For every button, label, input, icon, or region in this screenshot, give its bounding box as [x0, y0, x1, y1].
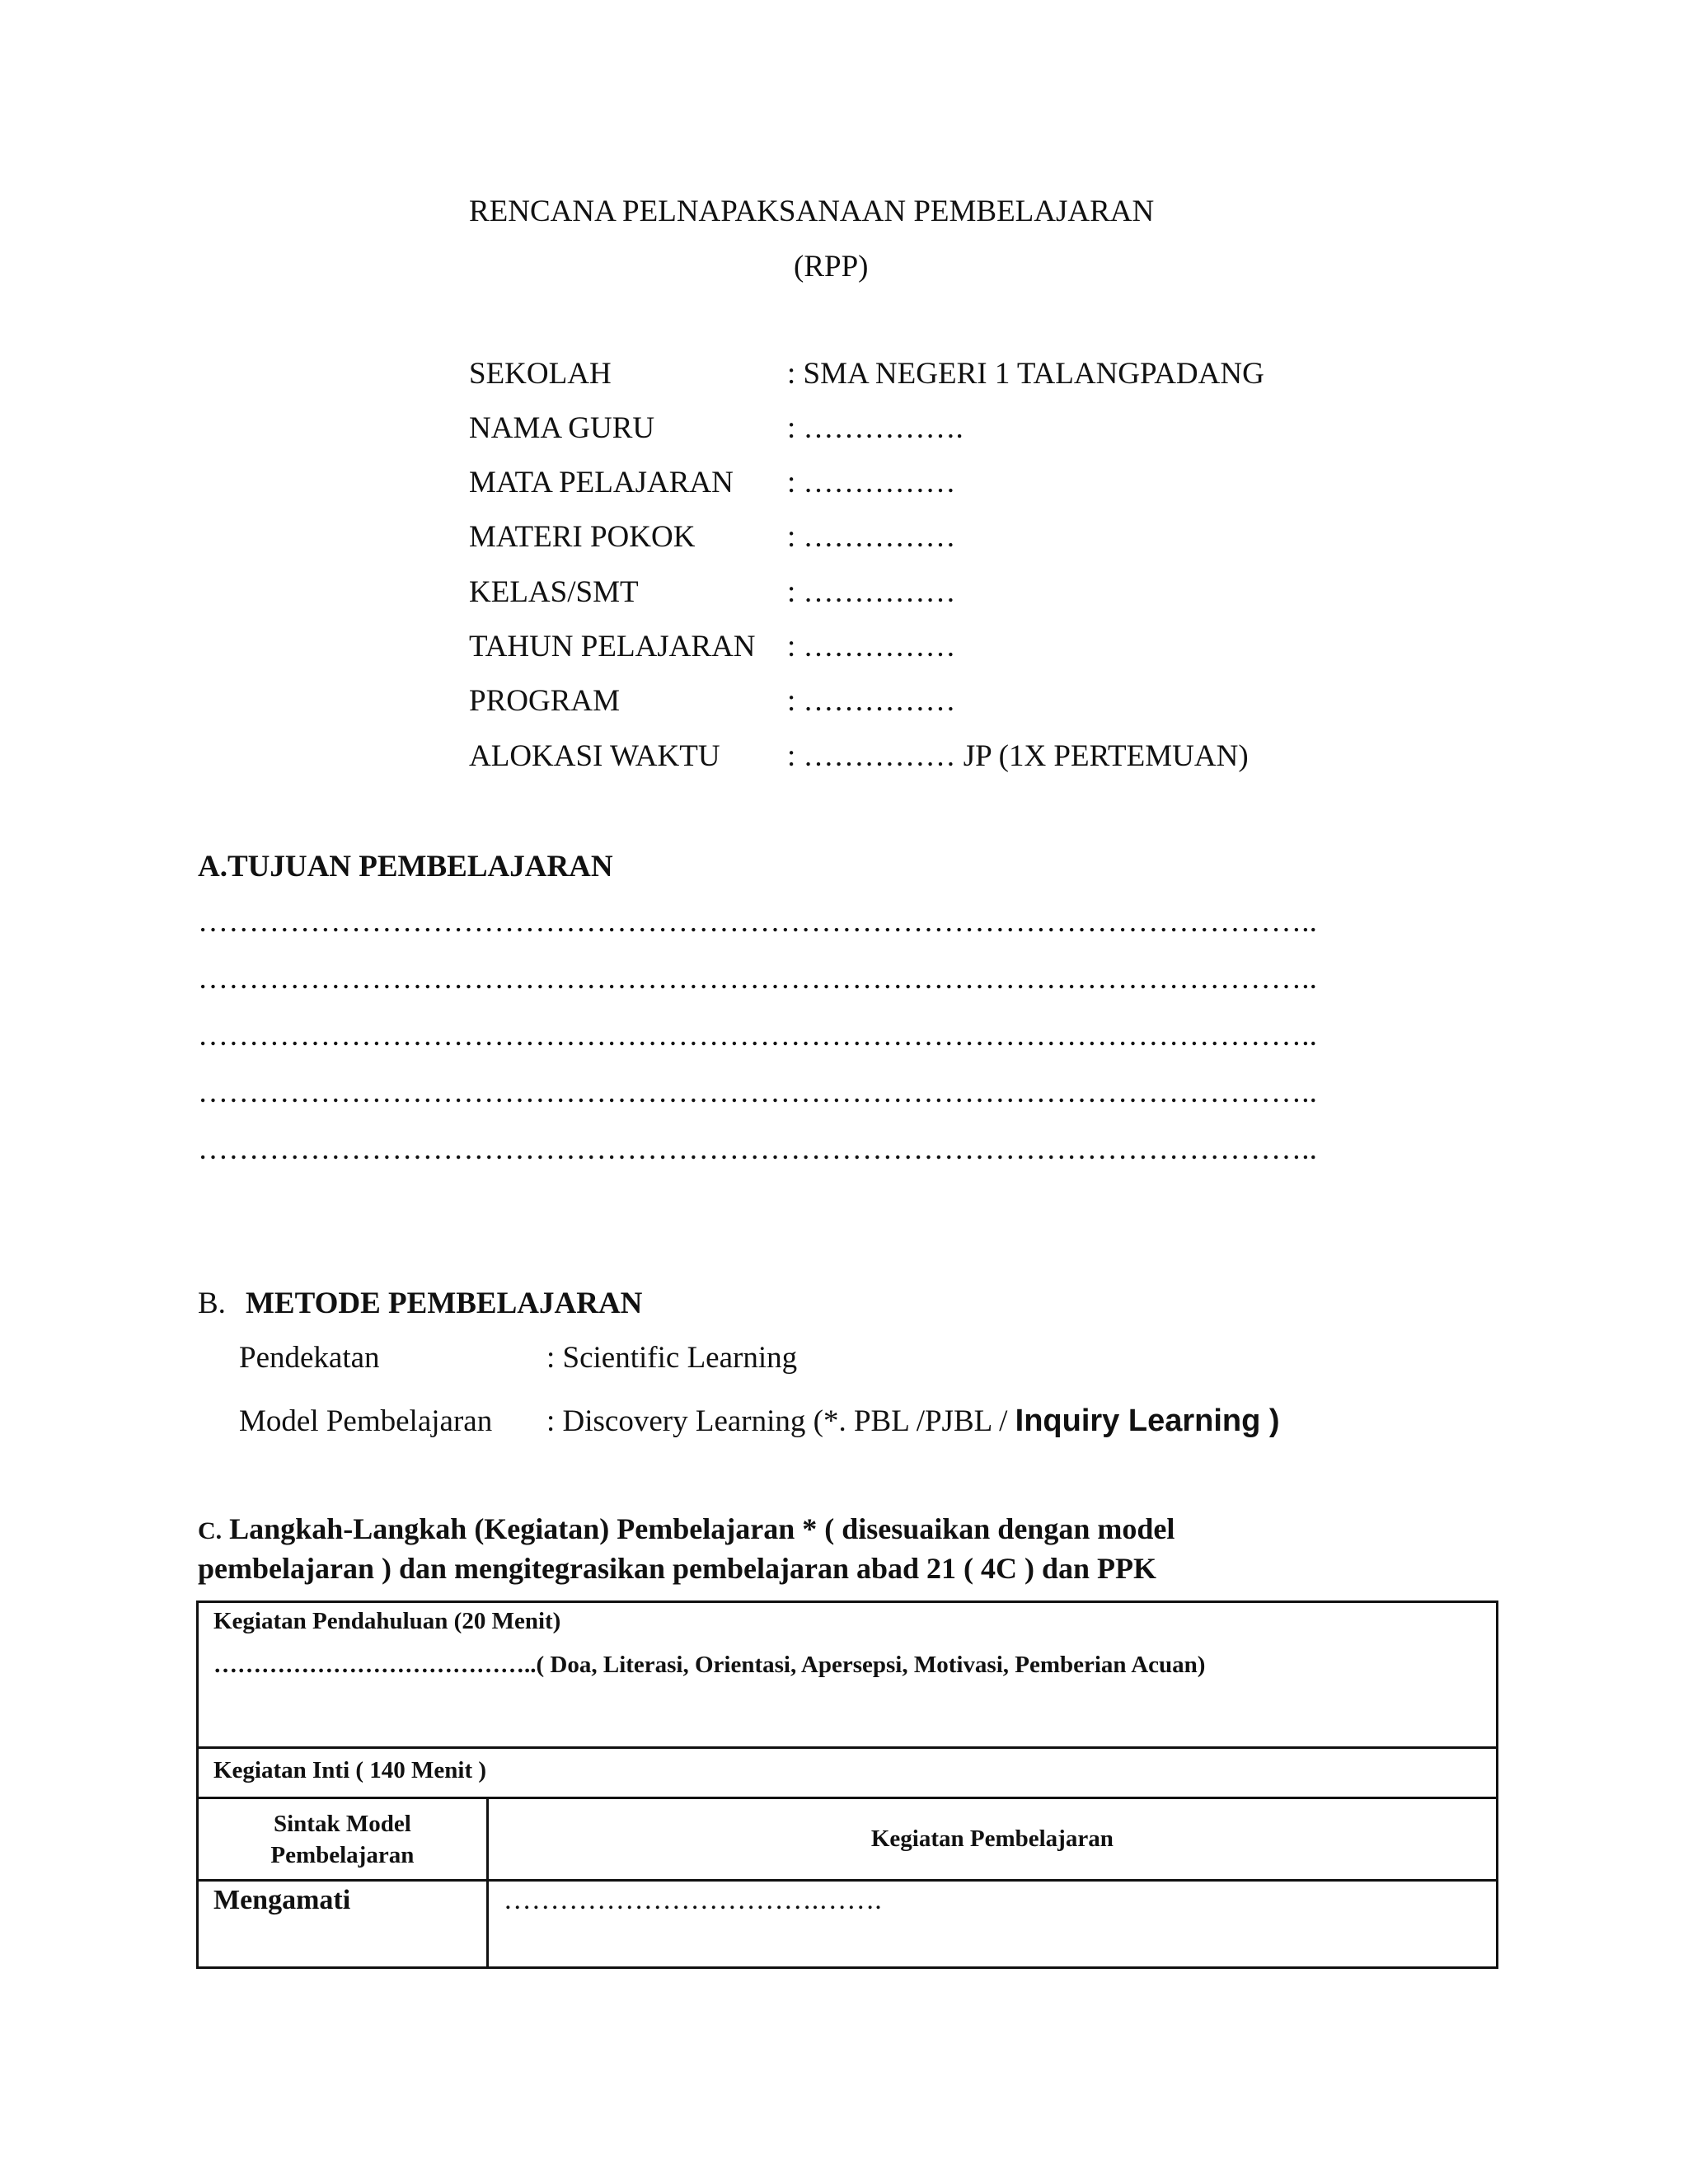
identity-value: : …………… JP (1X PERTEMUAN)	[787, 739, 1249, 773]
step-activity: …………………………….…….	[503, 1885, 882, 1915]
step-name-cell	[198, 1881, 488, 1968]
dotted-line: ………………………………………………………………………………………………..	[198, 1132, 1318, 1166]
pendekatan-label: Pendekatan	[239, 1341, 380, 1375]
col1-header-cell	[198, 1798, 488, 1881]
dotted-line: ………………………………………………………………………………………………..	[198, 1076, 1318, 1109]
pendahuluan-text: …………………………………..( Doa, Literasi, Orientasi, Apersepsi, Motivasi, Pemberian Acuan)	[213, 1652, 1206, 1678]
identity-label: ALOKASI WAKTU	[469, 739, 720, 773]
identity-label: NAMA GURU	[469, 411, 655, 445]
col1-header: Sintak Model Pembelajaran	[270, 1810, 415, 1868]
section-a-heading: A.TUJUAN PEMBELAJARAN	[198, 850, 613, 883]
section-b-letter: B.	[198, 1286, 226, 1320]
section-c-letter: C.	[198, 1517, 223, 1544]
identity-label: MATA PELAJARAN	[469, 466, 734, 499]
col2-header-cell	[487, 1798, 1497, 1881]
dotted-line: ………………………………………………………………………………………………..	[198, 962, 1318, 996]
kegiatan-table	[196, 1601, 1498, 1969]
section-b-heading: METODE PEMBELAJARAN	[246, 1286, 643, 1320]
identity-label: SEKOLAH	[469, 357, 612, 391]
document-title: RENCANA PELNAPAKSANAAN PEMBELAJARAN	[469, 194, 1155, 228]
identity-value: : ……………	[787, 630, 956, 663]
identity-label: PROGRAM	[469, 684, 620, 718]
identity-label: TAHUN PELAJARAN	[469, 630, 756, 663]
pendahuluan-title: Kegiatan Pendahuluan (20 Menit)	[213, 1608, 561, 1634]
section-c-heading-line1	[198, 1511, 1175, 1546]
identity-value: : SMA NEGERI 1 TALANGPADANG	[787, 357, 1264, 391]
model-value-bold: Inquiry Learning )	[1015, 1404, 1280, 1438]
table-row	[198, 1881, 1498, 1968]
dotted-line: ………………………………………………………………………………………………..	[198, 1019, 1318, 1052]
identity-value: : ……………	[787, 520, 956, 554]
identity-value: : ……………	[787, 684, 956, 718]
identity-value: : ……………	[787, 466, 956, 499]
inti-cell	[198, 1748, 1498, 1798]
identity-value: : ……………	[787, 575, 956, 609]
identity-label: MATERI POKOK	[469, 520, 696, 554]
document-subtitle: (RPP)	[794, 250, 869, 284]
pendekatan-value: : Scientific Learning	[546, 1341, 798, 1375]
model-value	[546, 1404, 1280, 1439]
model-value-text: : Discovery Learning (*. PBL /PJBL /	[546, 1404, 1015, 1438]
inti-title: Kegiatan Inti ( 140 Menit )	[213, 1757, 487, 1783]
section-c-heading-line2: pembelajaran ) dan mengitegrasikan pembelajaran abad 21 ( 4C ) dan PPK	[198, 1552, 1157, 1585]
dotted-line: ………………………………………………………………………………………………..	[198, 905, 1318, 939]
table-row	[198, 1748, 1498, 1798]
col2-header: Kegiatan Pembelajaran	[870, 1825, 1114, 1852]
model-label: Model Pembelajaran	[239, 1404, 493, 1438]
pendahuluan-cell	[198, 1602, 1498, 1748]
step-name: Mengamati	[213, 1885, 351, 1915]
table-row	[198, 1602, 1498, 1748]
identity-label: KELAS/SMT	[469, 575, 639, 609]
identity-value: : …………….	[787, 411, 964, 445]
section-c-heading-text: Langkah-Langkah (Kegiatan) Pembelajaran * ( disesuaikan dengan model	[229, 1512, 1175, 1545]
step-activity-cell	[487, 1881, 1497, 1968]
table-row	[198, 1798, 1498, 1881]
